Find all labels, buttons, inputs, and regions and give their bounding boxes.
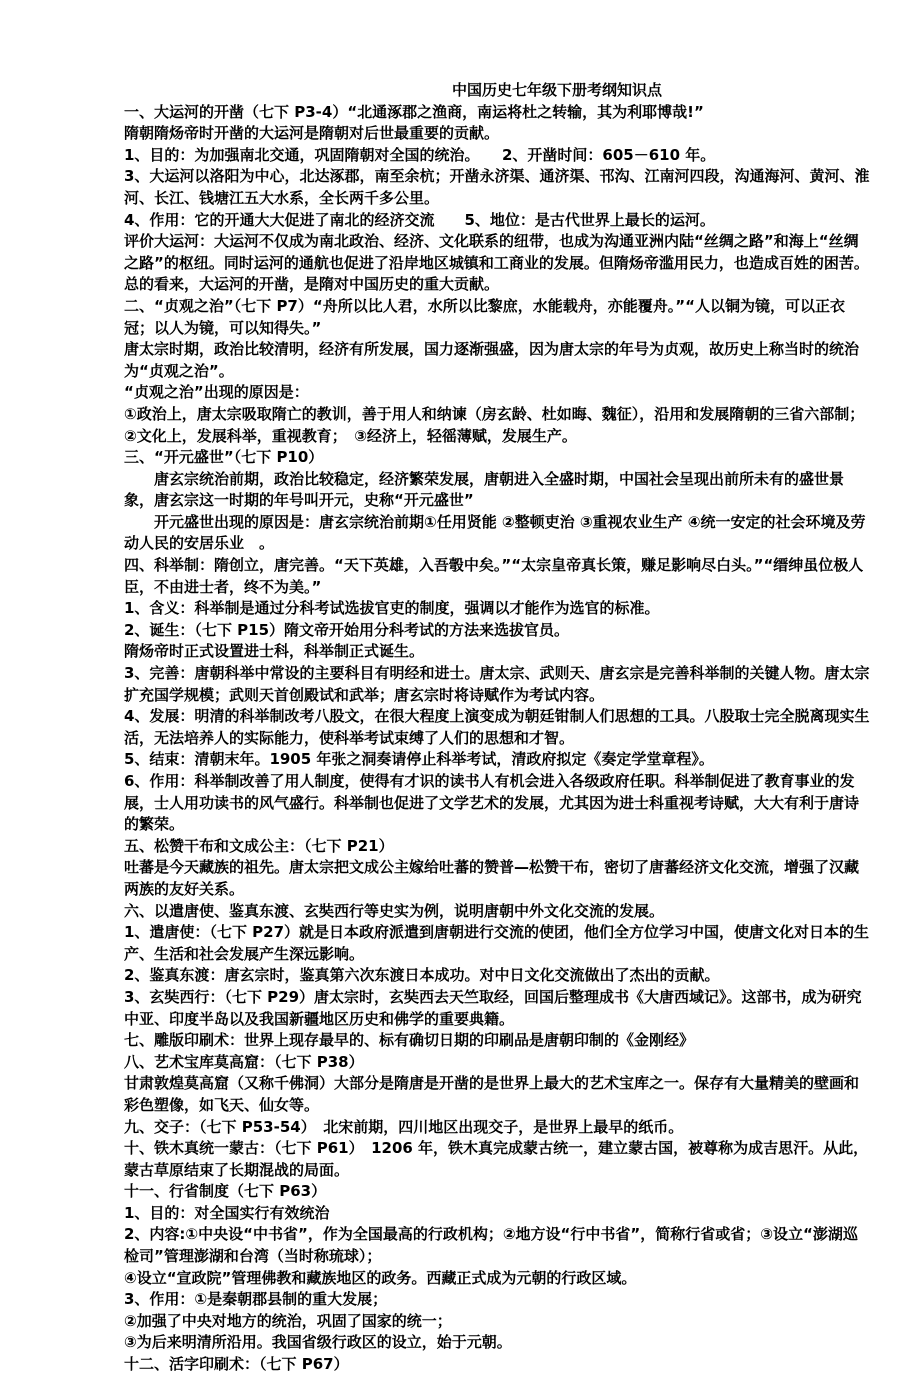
paragraph-line: 九、交子：（七下 P53-54） 北宋前期，四川地区出现交子，是世界上最早的纸币。	[124, 1117, 684, 1136]
paragraph-line: 一、大运河的开凿（七下 P3-4）“北通涿郡之渔商，南运将杜之转输，其为利耶博哉!”	[124, 102, 704, 121]
paragraph-line: 唐玄宗统治前期，政治比较稳定，经济繁荣发展，唐朝进入全盛时期，中国社会呈现出前所未有的盛世景象，唐玄宗这一时期的年号叫开元，史称“开元盛世”	[124, 469, 845, 510]
paragraph-line: ④设立“宣政院”管理佛教和藏族地区的政务。西藏正式成为元朝的行政区域。	[124, 1268, 637, 1287]
paragraph-line: 十二、活字印刷术：（七下 P67）	[124, 1355, 349, 1374]
paragraph-line: 唐太宗时期，政治比较清明，经济有所发展，国力逐渐强盛，因为唐太宗的年号为贞观，故历史上称当时的统治为“贞观之治”。	[124, 340, 860, 380]
paragraph-line: 3、完善：唐朝科举中常设的主要科目有明经和进士。唐太宗、武则天、唐玄宗是完善科举制的关键人物。唐太宗扩充国学规模；武则天首创殿试和武举；唐玄宗时将诗赋作为考试内容。	[124, 664, 870, 704]
paragraph-line: ①政治上，唐太宗吸取隋亡的教训，善于用人和纳谏（房玄龄、杜如晦、魏征），沿用和发展隋朝的三省六部制； ②文化上，发展科举，重视教育； ③经济上，轻徭薄赋，发展生产。	[124, 404, 872, 445]
paragraph-line: 1、目的：为加强南北交通，巩固隋朝对全国的统治。 2、开凿时间：605－610 年。	[124, 145, 716, 164]
paragraph-line: 开元盛世出现的原因是：唐玄宗统治前期①任用贤能 ②整顿吏治 ③重视农业生产 ④统一安定的社会环境及劳动人民的安居乐业 。	[124, 512, 866, 553]
paragraph-line: 六、以遣唐使、鉴真东渡、玄奘西行等史实为例，说明唐朝中外文化交流的发展。	[124, 901, 665, 920]
paragraph-line: 三、“开元盛世”（七下 P10）	[124, 448, 324, 467]
document-body	[124, 102, 870, 1376]
paragraph-line: 五、松赞干布和文成公主：（七下 P21）	[124, 836, 394, 855]
paragraph-line: 吐蕃是今天藏族的祖先。唐太宗把文成公主嫁给吐蕃的赞普—松赞干布，密切了唐蕃经济文化交流，增强了汉藏两族的友好关系。	[124, 858, 860, 898]
paragraph-line: 七、雕版印刷术：世界上现存最早的、标有确切日期的印刷品是唐朝印制的《金刚经》	[124, 1031, 695, 1050]
paragraph-line: 八、艺术宝库莫高窟：（七下 P38）	[124, 1052, 364, 1071]
paragraph-line: 5、结束：清朝末年。1905 年张之洞奏请停止科举考试，清政府拟定《奏定学堂章程》。	[124, 750, 714, 769]
paragraph-line: 4、作用：它的开通大大促进了南北的经济交流 5、地位：是古代世界上最长的运河。	[124, 210, 715, 229]
paragraph-line: 评价大运河：大运河不仅成为南北政治、经济、文化联系的纽带，也成为沟通亚洲内陆“丝绸之路”和海上“丝绸之路”的枢纽。同时运河的通航也促进了沿岸地区城镇和工商业的发展。但隋炀帝滥用民力，也造成百姓的困苦。总的看来，大运河的开凿，是隋对中国历史的重大贡献。	[124, 232, 869, 294]
paragraph-line: 隋朝隋炀帝时开凿的大运河是隋朝对后世最重要的贡献。	[124, 124, 500, 143]
paragraph-line: 3、玄奘西行：（七下 P29）唐太宗时，玄奘西去天竺取经，回国后整理成书《大唐西域记》。这部书，成为研究中亚、印度半岛以及我国新疆地区历史和佛学的重要典籍。	[124, 987, 862, 1028]
paragraph-line: 2、诞生：（七下 P15）隋文帝开始用分科考试的方法来选拔官员。	[124, 620, 570, 639]
paragraph-line: 甘肃敦煌莫高窟（又称千佛洞）大部分是隋唐是开凿的是世界上最大的艺术宝库之一。保存有大量精美的壁画和彩色塑像，如飞天、仙女等。	[124, 1074, 860, 1114]
paragraph-line: 3、作用：①是秦朝郡县制的重大发展；	[124, 1290, 388, 1309]
paragraph-line: 2、内容:①中央设“中书省”，作为全国最高的行政机构；②地方设“行中书省”，简称行省或省；③设立“澎湖巡检司”管理澎湖和台湾（当时称琉球）；	[124, 1225, 858, 1266]
paragraph-line: 2、鉴真东渡：唐玄宗时，鉴真第六次东渡日本成功。对中日文化交流做出了杰出的贡献。	[124, 966, 720, 985]
paragraph-line: 二、“贞观之治”（七下 P7）“舟所以比人君，水所以比黎庶，水能载舟，亦能覆舟。”“人以铜为镜，可以正衣冠；以人为镜，可以知得失。”	[124, 296, 845, 337]
paragraph-line: ②加强了中央对地方的统治，巩固了国家的统一；	[124, 1311, 452, 1330]
paragraph-line: 1、遣唐使：（七下 P27）就是日本政府派遣到唐朝进行交流的使团，他们全方位学习中国，使唐文化对日本的生产、生活和社会发展产生深远影响。	[124, 923, 870, 963]
paragraph-line: 隋炀帝时正式设置进士科，科举制正式诞生。	[124, 642, 425, 661]
paragraph-line: ③为后来明清所沿用。我国省级行政区的设立，始于元朝。	[124, 1333, 512, 1352]
paragraph-line: 4、发展：明清的科举制改考八股文，在很大程度上演变成为朝廷钳制人们思想的工具。八股取士完全脱离现实生活，无法培养人的实际能力，使科举考试束缚了人们的思想和才智。	[124, 707, 870, 747]
paragraph-line: “贞观之治”出现的原因是：	[124, 383, 309, 402]
document-title: 中国历史七年级下册考纲知识点	[451, 81, 662, 99]
paragraph-line: 十、铁木真统一蒙古：（七下 P61） 1206 年，铁木真完成蒙古统一，建立蒙古国，被尊称为成吉思汗。从此，蒙古草原结束了长期混战的局面。	[124, 1139, 869, 1179]
paragraph-line: 四、科举制：隋创立，唐完善。“天下英雄，入吾彀中矣。”“太宗皇帝真长策，赚足影响尽白头。”“缙绅虽位极人臣，不由进士者，终不为美。”	[124, 556, 864, 596]
paragraph-line: 6、作用：科举制改善了用人制度，使得有才识的读书人有机会进入各级政府任职。科举制促进了教育事业的发展，士人用功读书的风气盛行。科举制也促进了文学艺术的发展，尤其因为进士科重视考诗赋，大大有利于唐诗的繁荣。	[124, 772, 860, 834]
paragraph-line: 十一、行省制度（七下 P63）	[124, 1182, 327, 1201]
paragraph-line: 3、大运河以洛阳为中心，北达涿郡，南至余杭；开凿永济渠、通济渠、邗沟、江南河四段，沟通海河、黄河、淮河、长江、钱塘江五大水系，全长两千多公里。	[124, 167, 870, 207]
paragraph-line: 1、目的：对全国实行有效统治	[124, 1203, 330, 1222]
paragraph-line: 1、含义：科举制是通过分科考试选拔官吏的制度，强调以才能作为选官的标准。	[124, 599, 660, 618]
